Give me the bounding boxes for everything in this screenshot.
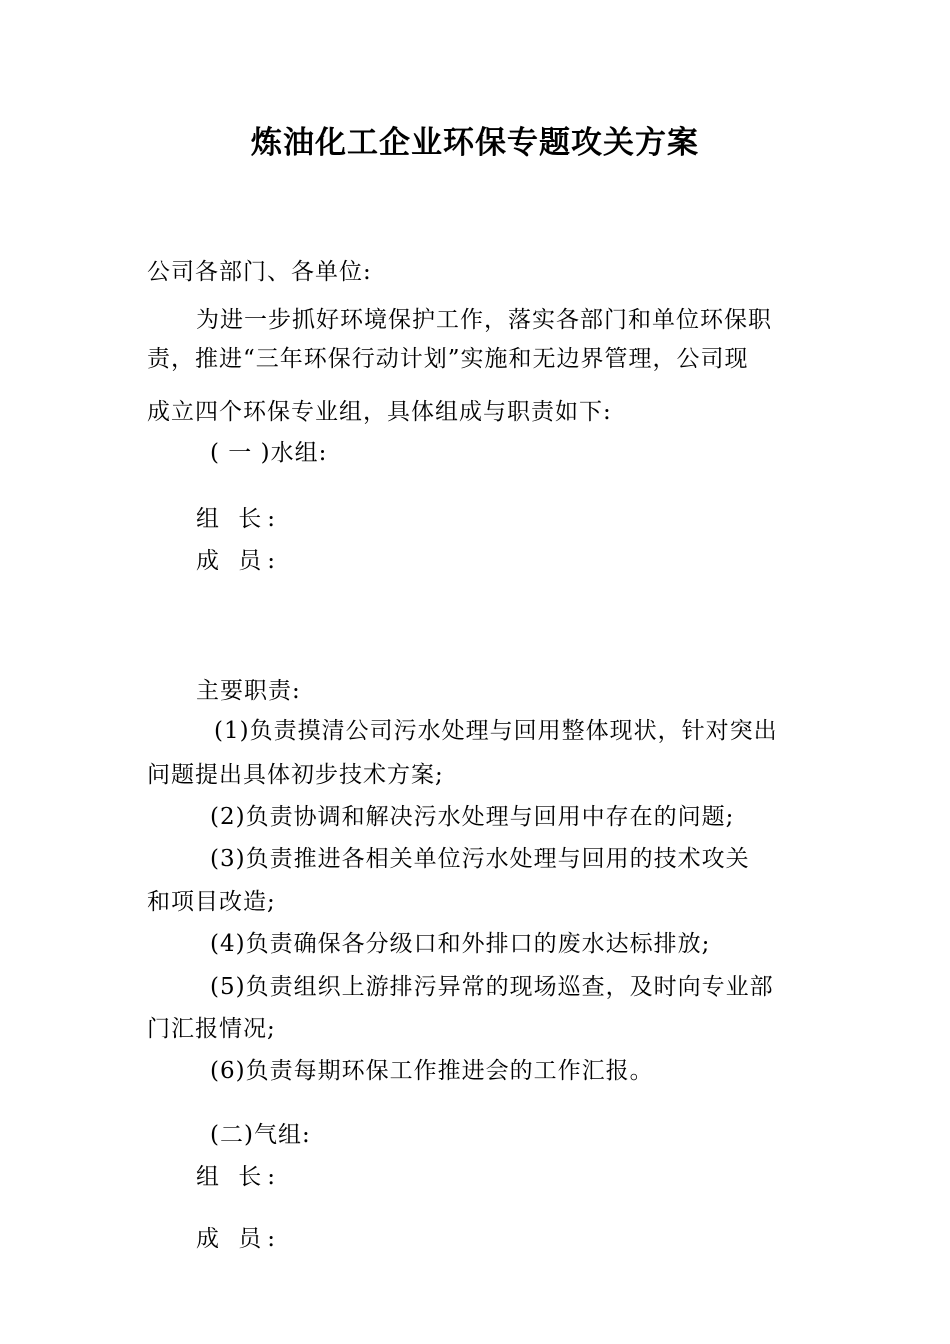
- gas-group-members-label: 成 员:: [196, 1226, 282, 1252]
- document-title: 炼油化工企业环保专题攻关方案: [251, 125, 699, 161]
- intro-line-2: 责，推进“三年环保行动计划”实施和无边界管理，公司现: [147, 346, 749, 372]
- water-duty-3a: (3)负责推进各相关单位污水处理与回用的技术攻关: [210, 846, 750, 872]
- water-duty-6: (6)负责每期环保工作推进会的工作汇报。: [210, 1058, 654, 1084]
- water-duty-5b: 门汇报情况;: [147, 1016, 276, 1042]
- water-duty-1a: (1)负责摸清公司污水处理与回用整体现状，针对突出: [214, 718, 778, 744]
- water-group-members-label: 成 员:: [196, 548, 282, 574]
- gas-group-leader-label: 组 长:: [196, 1164, 282, 1190]
- water-group-heading: ( 一 )水组:: [210, 440, 328, 466]
- salutation: 公司各部门、各单位:: [147, 259, 372, 285]
- water-duty-5a: (5)负责组织上游排污异常的现场巡查，及时向专业部: [210, 974, 774, 1000]
- water-duty-4: (4)负责确保各分级口和外排口的废水达标排放;: [210, 931, 711, 957]
- intro-line-3: 成立四个环保专业组，具体组成与职责如下:: [147, 399, 612, 425]
- water-duty-2: (2)负责协调和解决污水处理与回用中存在的问题;: [210, 804, 735, 830]
- water-duty-3b: 和项目改造;: [147, 889, 276, 915]
- intro-line-1: 为进一步抓好环境保护工作，落实各部门和单位环保职: [196, 307, 772, 333]
- gas-group-heading: (二)气组:: [210, 1122, 311, 1148]
- water-group-leader-label: 组 长:: [196, 506, 282, 532]
- water-duty-1b: 问题提出具体初步技术方案;: [147, 762, 444, 788]
- water-duties-heading: 主要职责:: [196, 678, 301, 704]
